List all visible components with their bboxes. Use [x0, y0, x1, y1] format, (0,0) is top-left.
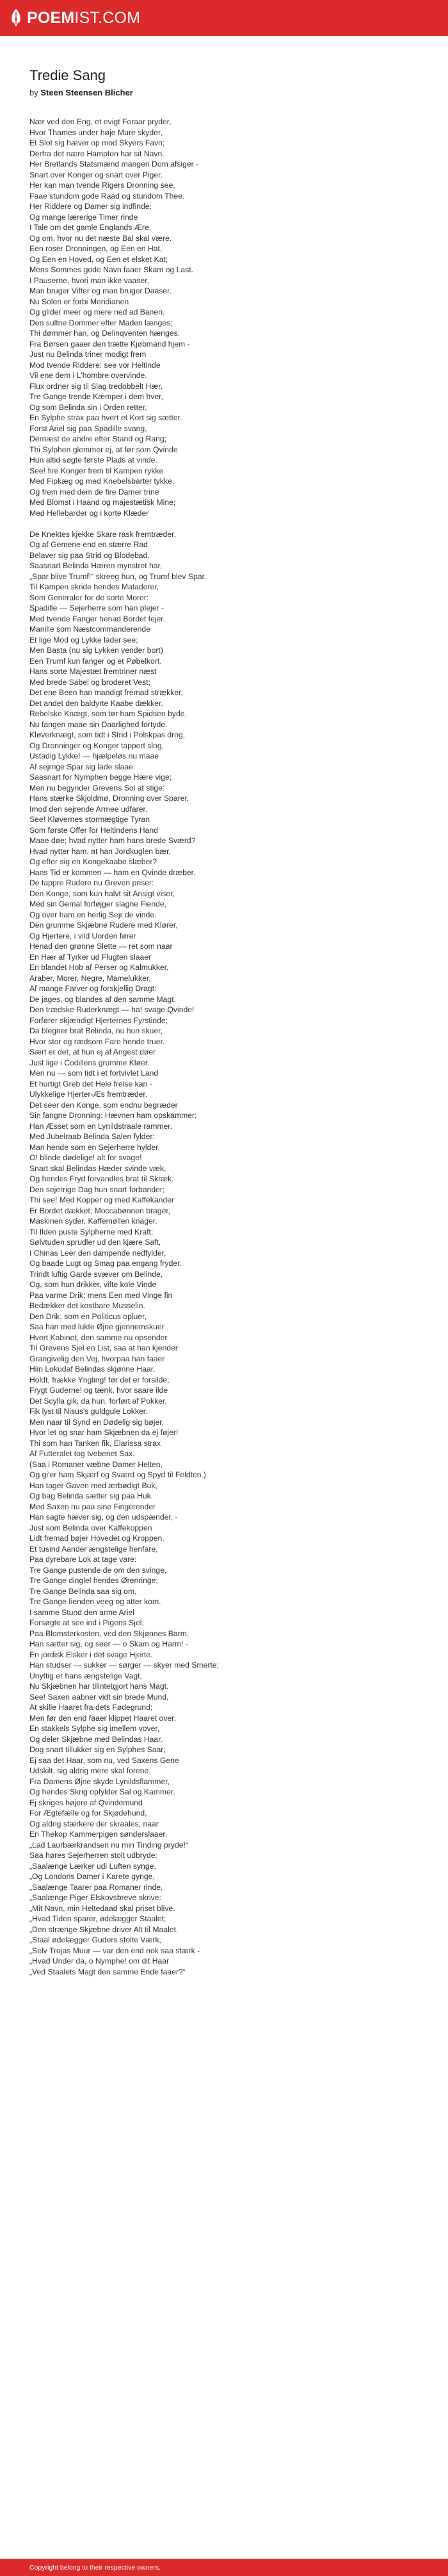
poem-line: Tre Gange trende Kæmper i dem hver, [29, 392, 163, 401]
poem-line: Manille som Næstcommanderende [29, 625, 150, 634]
poem-line: Og af Gemene end en stærre Rad [29, 540, 148, 549]
poem-line: I Pauserne, hvori man ikke vaaser, [29, 275, 149, 285]
poem-line: Hans sorte Majestæt fremtriner næst [29, 667, 157, 676]
poem-line: En blandet Hob af Perser og Kalmukker, [29, 963, 169, 972]
poem-line: Hiin Lokudaf Belindas skjønne Haar. [29, 1365, 156, 1374]
poem-line: Een roser Dronningen, og Een en Hat, [29, 244, 163, 253]
poem-line: Hvad nytter ham, at han Jordkuglen bær, [29, 846, 171, 856]
poem-line: Et tusind Aander ængstelige henfare, [29, 1544, 158, 1554]
poem-line: Just lige i Codillens grumme Kløer. [29, 1058, 150, 1067]
poem-line: Og om, hvor nu det næste Bal skal være. [29, 233, 172, 243]
poem-line: „Staal ødelægger Guders stolte Værk, [29, 1935, 161, 1944]
poem-line: „Spar blive Trumf!“ skreeg hun, og Trumf blev Spar. [29, 571, 207, 581]
poem-line: Men nu begynder Grevens Sol at stige: [29, 783, 165, 792]
poem-line: Nær ved den Eng, et evigt Foraar pryder, [29, 117, 172, 126]
poem-line: Snart skal Belindas Hæder svinde væk, [29, 1163, 166, 1173]
poem-line: Vil ene dem i L'hombre overvinde. [29, 371, 147, 380]
poem-line: Lidt fremad bøjer Hovedet og Kroppen. [29, 1534, 164, 1543]
poem-line: „Lad Laurbærkrandsen nu min Tinding pryde!“ [29, 1840, 188, 1850]
poem-line: Araber, Morer, Negre, Mamelukker, [29, 973, 151, 983]
poem-stanza [29, 117, 420, 518]
poem-line: Tre Gange fienden veeg og atter kom. [29, 1597, 161, 1606]
poem-line: „Hvad Under da, o Nymphe! om dit Haar [29, 1957, 170, 1965]
poem-line: Hun altid søgte første Plads at vinde. [29, 455, 157, 464]
poem-line: Nu Solen er forbi Meridianen [29, 297, 129, 306]
poem-line: „Mit Navn, min Heltedaad skal priset blive. [29, 1903, 175, 1913]
poem-line: Med tvende Fanger henad Bordet fejer. [29, 614, 166, 623]
poem-line: Dog snart tillukker sig en Sylphes Saar; [29, 1745, 166, 1754]
poem-line: (Saa i Romaner væbne Damer Helten, [29, 1459, 163, 1469]
poem-line: Snart over Konger og snart over Piger. [29, 170, 163, 179]
poem-line: Paa Blomsterkosten, ved den Skjønnes Barm, [29, 1628, 189, 1638]
poem-line: Sølvtuden sprudler ud den kjære Saft, [29, 1238, 161, 1247]
poem-line: Som første Offer for Heltindens Hand [29, 825, 158, 835]
poem-line: De Knektes kjekke Skare rask fremtræder, [29, 529, 176, 539]
poem-line: Forsøgte at see ind i Pigens Sjel; [29, 1618, 144, 1627]
poem-line: Med Fipkæg og med Knebelsbarter tykke. [29, 477, 175, 486]
poem-line: „Hvad Tiden sparer, ødelægger Staalet; [29, 1914, 166, 1923]
poem-line: For Ægtefælle og for Skjødehund, [29, 1809, 147, 1817]
byline-prefix: by [29, 88, 38, 97]
poem-line: Udskilt, sig aldrig mere skal forene. [29, 1766, 151, 1775]
poem-line: Ustadig Lykke! — hjælpeløs nu maae [29, 751, 159, 760]
poem-line: Saa høres Sejerherren stolt udbryde: [29, 1851, 157, 1860]
poem-line: Med Jubelraab Belinda Salen fylder: [29, 1132, 155, 1141]
poem-line: En Hær af Tyrker ud Flugten slaaer [29, 952, 152, 962]
poem-line: Henad den grønne Slette — ret som naar [29, 942, 173, 951]
poem-body [29, 117, 420, 1977]
poem-line: Fra Damens Øjne skyde Lynildsflammer, [29, 1776, 170, 1786]
poem-line: Han Æsset som en Lynildstraale rammer. [29, 1121, 173, 1131]
poem-stanza [29, 529, 420, 1978]
poem-line: Kløverknægt, som tidt i Strid i Polskpas drog, [29, 730, 186, 739]
quill-pen-icon [9, 8, 23, 28]
poem-line: En Thekop Kammerpigen sønderslaaer. [29, 1830, 168, 1839]
poem-content [29, 67, 420, 1988]
poem-line: Med Saxen nu paa sine Fingerender [29, 1502, 156, 1511]
poem-line: „Saalænge Taarer paa Romaner rinde, [29, 1882, 163, 1892]
byline [29, 87, 420, 99]
poem-line: Med Blomst i Haand og majestætisk Mine; [29, 498, 176, 507]
poem-line: Just som Belinda over Kaffekoppen [29, 1523, 152, 1532]
poem-line: De jages, og blandes af den samme Magt. [29, 994, 176, 1004]
poem-line: Ulykkelige Hjerter-Æs fremtræder. [29, 1090, 148, 1099]
poem-line: Maskinen syder, Kaffemøllen knager. [29, 1217, 157, 1226]
poem-line: Her Riddere og Damer sig indfinde; [29, 202, 152, 211]
poem-line: Og aldrig stærkere der skraales, naar [29, 1819, 159, 1828]
poem-line: Fik lyst til Nisus's guldgule Lokker. [29, 1407, 148, 1416]
poem-line: „Og Londons Damer i Karete gynge, [29, 1872, 155, 1881]
poem-line: Den Konge, som kun halvt sit Ansigt viser, [29, 889, 175, 898]
poem-line: Og, som hun drikker, vifte kole Vinde [29, 1280, 157, 1289]
site-logo-text [27, 9, 140, 28]
poem-line: Han tager Gaven med ærbødigt Buk, [29, 1481, 157, 1490]
poem-title: Tredie Sang [29, 67, 106, 83]
poem-line: Bedækker det kostbare Musselin. [29, 1301, 145, 1310]
poem-line: Een Trumf kun fanger og et Pøbelkort. [29, 656, 162, 666]
poem-line: Rebelske Knægt, som tør ham Spidsen byde, [29, 709, 187, 718]
poem-line: Den sejerrige Dag hun snart forbander; [29, 1185, 165, 1194]
poem-line: Og Hjertere, i vild Uorden fører [29, 931, 136, 940]
poem-line: Da blegner brat Belinda, nu hun skuer, [29, 1026, 163, 1035]
poem-line: See! Saxen aabner vidt sin brede Mund, [29, 1692, 169, 1702]
poem-line: Et Slot sig hæver op mod Skyers Favn; [29, 138, 165, 147]
poem-line: Saa han med lukte Øjne gjennemskuer [29, 1322, 164, 1331]
poem-line: Som Generaler for de sorte Morer: [29, 593, 149, 602]
logo-text-regular: IST.COM [74, 8, 141, 27]
poem-line: Sin fangne Dronning: Hævnen ham opskammer; [29, 1111, 197, 1120]
poem-line: Ej skriges højere af Qvindemund [29, 1798, 143, 1807]
poem-line: Forst Ariel sig paa Spadille svang, [29, 423, 147, 433]
poem-line: Tre Gange Belinda saa sig om, [29, 1586, 137, 1596]
poem-line: Han studser — sukker — sørger — skyer med Smerte; [29, 1661, 219, 1669]
poem-line: Og bag Belinda sætter sig paa Huk. [29, 1491, 154, 1500]
poem-line: „Saalænge Lærker udi Luften synge, [29, 1861, 156, 1871]
poem-line: Og efter sig en Kongekaabe slæber? [29, 857, 157, 866]
poem-line: Mod tvende Riddere: see vor Heltinde [29, 360, 161, 370]
poem-line: Og som Belinda sin i Orden retter, [29, 402, 147, 412]
poem-line: Belaver sig paa Strid og Blodebad. [29, 550, 150, 560]
poem-line: Den sultne Dommer efter Maden længes; [29, 318, 173, 327]
poem-line: „Den strænge Skjæbne driver Alt til Maalet. [29, 1924, 179, 1934]
site-footer [0, 2559, 448, 2576]
poem-line: Til Grevens Sjel en List, saa at han kjender [29, 1343, 178, 1352]
poem-line: „Saalænge Piger Elskovsbreve skrive: [29, 1893, 161, 1902]
poem-line: Ej saa det Haar, som nu, ved Saxens Gene [29, 1755, 179, 1765]
poem-line: Fra Børsen gaaer den trætte Kjøbmand hjem - [29, 339, 190, 349]
poem-line: Imod den sejrende Armee udfarer. [29, 804, 148, 814]
copyright-text: Copyright belong to their respective owners. [29, 2563, 161, 2572]
poem-line: Sært er det, at hun ej af Angest døer [29, 1047, 156, 1056]
poem-line: „Selv Trojas Muur — var den end nok saa stærk - [29, 1946, 200, 1955]
poem-line: Og glider meer og mere ned ad Banen. [29, 308, 165, 316]
poem-line: Trindt luftig Garde svæver om Belinde, [29, 1269, 163, 1279]
poem-line: Just nu Belinda triner modigt frem [29, 350, 147, 359]
poem-line: Thi dømmer han, og Delinqventen hænges. [29, 329, 180, 338]
poem-line: Paa varme Drik; mens Een med Vinge fin [29, 1290, 173, 1300]
poem-line: Og mange lærerige Timer rinde [29, 212, 138, 222]
poem-line: Og over ham en herlig Sejr de vinde. [29, 910, 157, 919]
poem-line: Faae stundom gode Raad og stundom Thee. [29, 191, 185, 201]
poem-line: Af sejrrige Spar sig lade slaae. [29, 762, 136, 771]
poem-line: Thi Sylphen glemmer ej, at før som Qvinde [29, 445, 178, 454]
poem-line: Med Hellebarder og i korte Klæder [29, 508, 149, 518]
poem-line: Og Dronninger og Konger tappert slog, [29, 741, 164, 750]
poem-line: Det andet den baldyrte Kaabe dækker. [29, 698, 163, 708]
poem-line: Flux ordner sig til Slag tredobbelt Hær, [29, 381, 163, 391]
poem-line: Den grumme Skjæbne Rudere med Klører, [29, 921, 178, 930]
poem-line: Men naar til Synd en Dødelig sig bøjer, [29, 1417, 164, 1427]
poem-line: Han sagte hæver sig, og den udspænder, - [29, 1513, 178, 1522]
poem-line: Den trædske Ruderknægt — ha! svage Qvinde! [29, 1005, 195, 1014]
poem-line: Til Kampen skride hendes Matadorer, [29, 582, 159, 591]
poem-line: Forfører skjændigt Hjerternes Fyrstinde; [29, 1015, 168, 1025]
poem-line: Det seer den Konge, som endnu begræder [29, 1100, 178, 1110]
poem-line: Hvert Kabinet, den samme nu opsender [29, 1333, 168, 1342]
poem-line: Tre Gange dinglel hendes Ørenringe; [29, 1576, 158, 1585]
poem-line: Og deler Skjæbne med Belindas Haar. [29, 1734, 163, 1744]
poem-line: Unyttig er hans ængstelige Vagt, [29, 1671, 142, 1680]
logo-text-bold: POEM [27, 8, 75, 27]
poem-line: Hvor Thames under høje Mure skyder, [29, 127, 163, 137]
poem-line: Thi som han Tanken fik, Elarissa strax [29, 1438, 161, 1448]
poem-line: Her Bretlands Statsmænd mangen Dom afsiger - [29, 160, 199, 168]
poem-line: Og hendes Skrig opfylder Sal og Kammer. [29, 1787, 175, 1796]
poem-line: Men nu — som tidt i et fortvivlet Land [29, 1069, 159, 1078]
poem-line: Maae døe; hvad nytter ham hans brede Sværd? [29, 836, 196, 845]
poem-line: Hvor stor og rædsom Fare hende truer. [29, 1037, 165, 1046]
poem-line: Hvor let og snar ham Skjæbnen da ej føjer! [29, 1428, 179, 1437]
poem-line: Han sætter sig, og seer — o Skam og Harm! - [29, 1639, 188, 1648]
poem-line: Men Basta (nu sig Lykken vender bort) [29, 646, 163, 655]
poem-line: Mens Sommes gode Navn faaer Skam og Last. [29, 265, 194, 274]
poem-line: Den Drik, som en Politicus opluer, [29, 1311, 147, 1321]
poem-line: Og frem med dem de fire Damer trine [29, 487, 159, 496]
author-link[interactable]: Steen Steensen Blicher [40, 88, 133, 97]
poem-line: Derfra det nære Hampton har sit Navn. [29, 149, 164, 158]
poem-line: Og baade Lugt og Smag paa engang fryder. [29, 1259, 182, 1268]
poem-line: Med sin Gemal forføjger slagne Fiende, [29, 899, 167, 908]
poem-line: I Chinas Leer den dampende nedfylder, [29, 1248, 166, 1258]
poem-line: Til Ilden puste Sylpherne med Kraft; [29, 1227, 154, 1236]
poem-line: „Ved Staalets Magt den samme Ende faaer?“ [29, 1967, 186, 1976]
poem-line: Grangivelig den Vej, hvorpaa han faaer [29, 1354, 165, 1363]
poem-line: Spadille — Sejerherre som han plejer - [29, 603, 164, 612]
poem-line: I samme Stund den arme Ariel [29, 1607, 134, 1617]
poem-line: Det ene Been han mandigt fremad strækker, [29, 688, 183, 697]
poem-line: Af Futteralet tog tvebenet Sax. [29, 1449, 135, 1458]
poem-line: O! blinde dødelige! alt for svage! [29, 1153, 142, 1162]
poem-line: Thi see! Med Kopper og med Kaffekander [29, 1195, 175, 1204]
site-header [0, 0, 448, 36]
poem-line: Nu fangen maae sin Daarlighed fortyde. [29, 719, 168, 729]
poem-line: Og gi'er ham Skjærf og Sværd og Spyd til Feldten.) [29, 1470, 206, 1479]
poem-line: At skille Haaret fra dets Fødegrund; [29, 1703, 153, 1712]
poem-line: Er Bordet dækket; Moccabønnen brager, [29, 1206, 171, 1215]
poem-line: Hans Tid er kommen — ham en Qvinde dræber. [29, 867, 196, 877]
poem-line: Man hende som en Sejerherre hylder. [29, 1142, 160, 1152]
poem-line: De tappre Rudere nu Greven priser: [29, 878, 154, 887]
poem-line: Og hendes Fryd forvandles brat til Skræk. [29, 1174, 174, 1183]
poem-line: Det Scylla gik, da hun, forført af Pokker, [29, 1396, 167, 1406]
poem-line: Frygt Guderne! og tænk, hvor saare ilde [29, 1386, 168, 1395]
poem-line: See! fire Konger frem til Kampen rykke [29, 466, 164, 475]
poem-line: En Sylphe strax paa hvert et Kort sig sætter. [29, 413, 182, 422]
poem-line: Saasnart Belinda Hæren mynstret har, [29, 561, 163, 570]
poem-line: Et lige Mod og Lykke lader see; [29, 635, 138, 644]
poem-line: Og Een en Hoved, og Een et elsket Kat; [29, 254, 168, 264]
poem-line: See! Kløvernes stormægtige Tyran [29, 815, 150, 824]
poem-line: Hans stærke Skjoldmø, Dronning over Sparer, [29, 794, 189, 803]
poem-line: Af mange Farver og forskjellig Dragt: [29, 984, 157, 993]
poem-line: Nu Skjæbnen har tilintetgjort hans Magt. [29, 1682, 169, 1691]
poem-line: I Tale om det gamle Englands Ære, [29, 223, 152, 232]
poem-line: Dernæst de andre efter Stand og Rang; [29, 434, 167, 443]
poem-line: Saasnart for Nymphen begge Hære vige; [29, 773, 172, 782]
poem-line: Her kan man tvende Rigers Dronning see, [29, 181, 175, 190]
poem-line: En jordisk Elsker i det svage Hjerte. [29, 1650, 153, 1659]
poem-line: En stakkels Sylphe sig imellem vover, [29, 1724, 160, 1733]
poem-line: Med brede Sabel og broderet Vest; [29, 677, 151, 687]
poem-line: Tre Gange pustende de om den svinge, [29, 1565, 167, 1575]
poem-line: Holdt, frække Yngling! før det er forsilde; [29, 1375, 170, 1384]
poem-line: Et hurtigt Greb det Hele frelse kan - [29, 1079, 152, 1088]
site-logo-link[interactable] [9, 8, 140, 28]
poem-line: Paa dyrebare Lok at tage vare: [29, 1555, 137, 1564]
poem-line: Men før den end faaer klippet Haaret over, [29, 1713, 176, 1723]
poem-line: Man bruger Vifter og man bruger Daaser. [29, 286, 172, 295]
